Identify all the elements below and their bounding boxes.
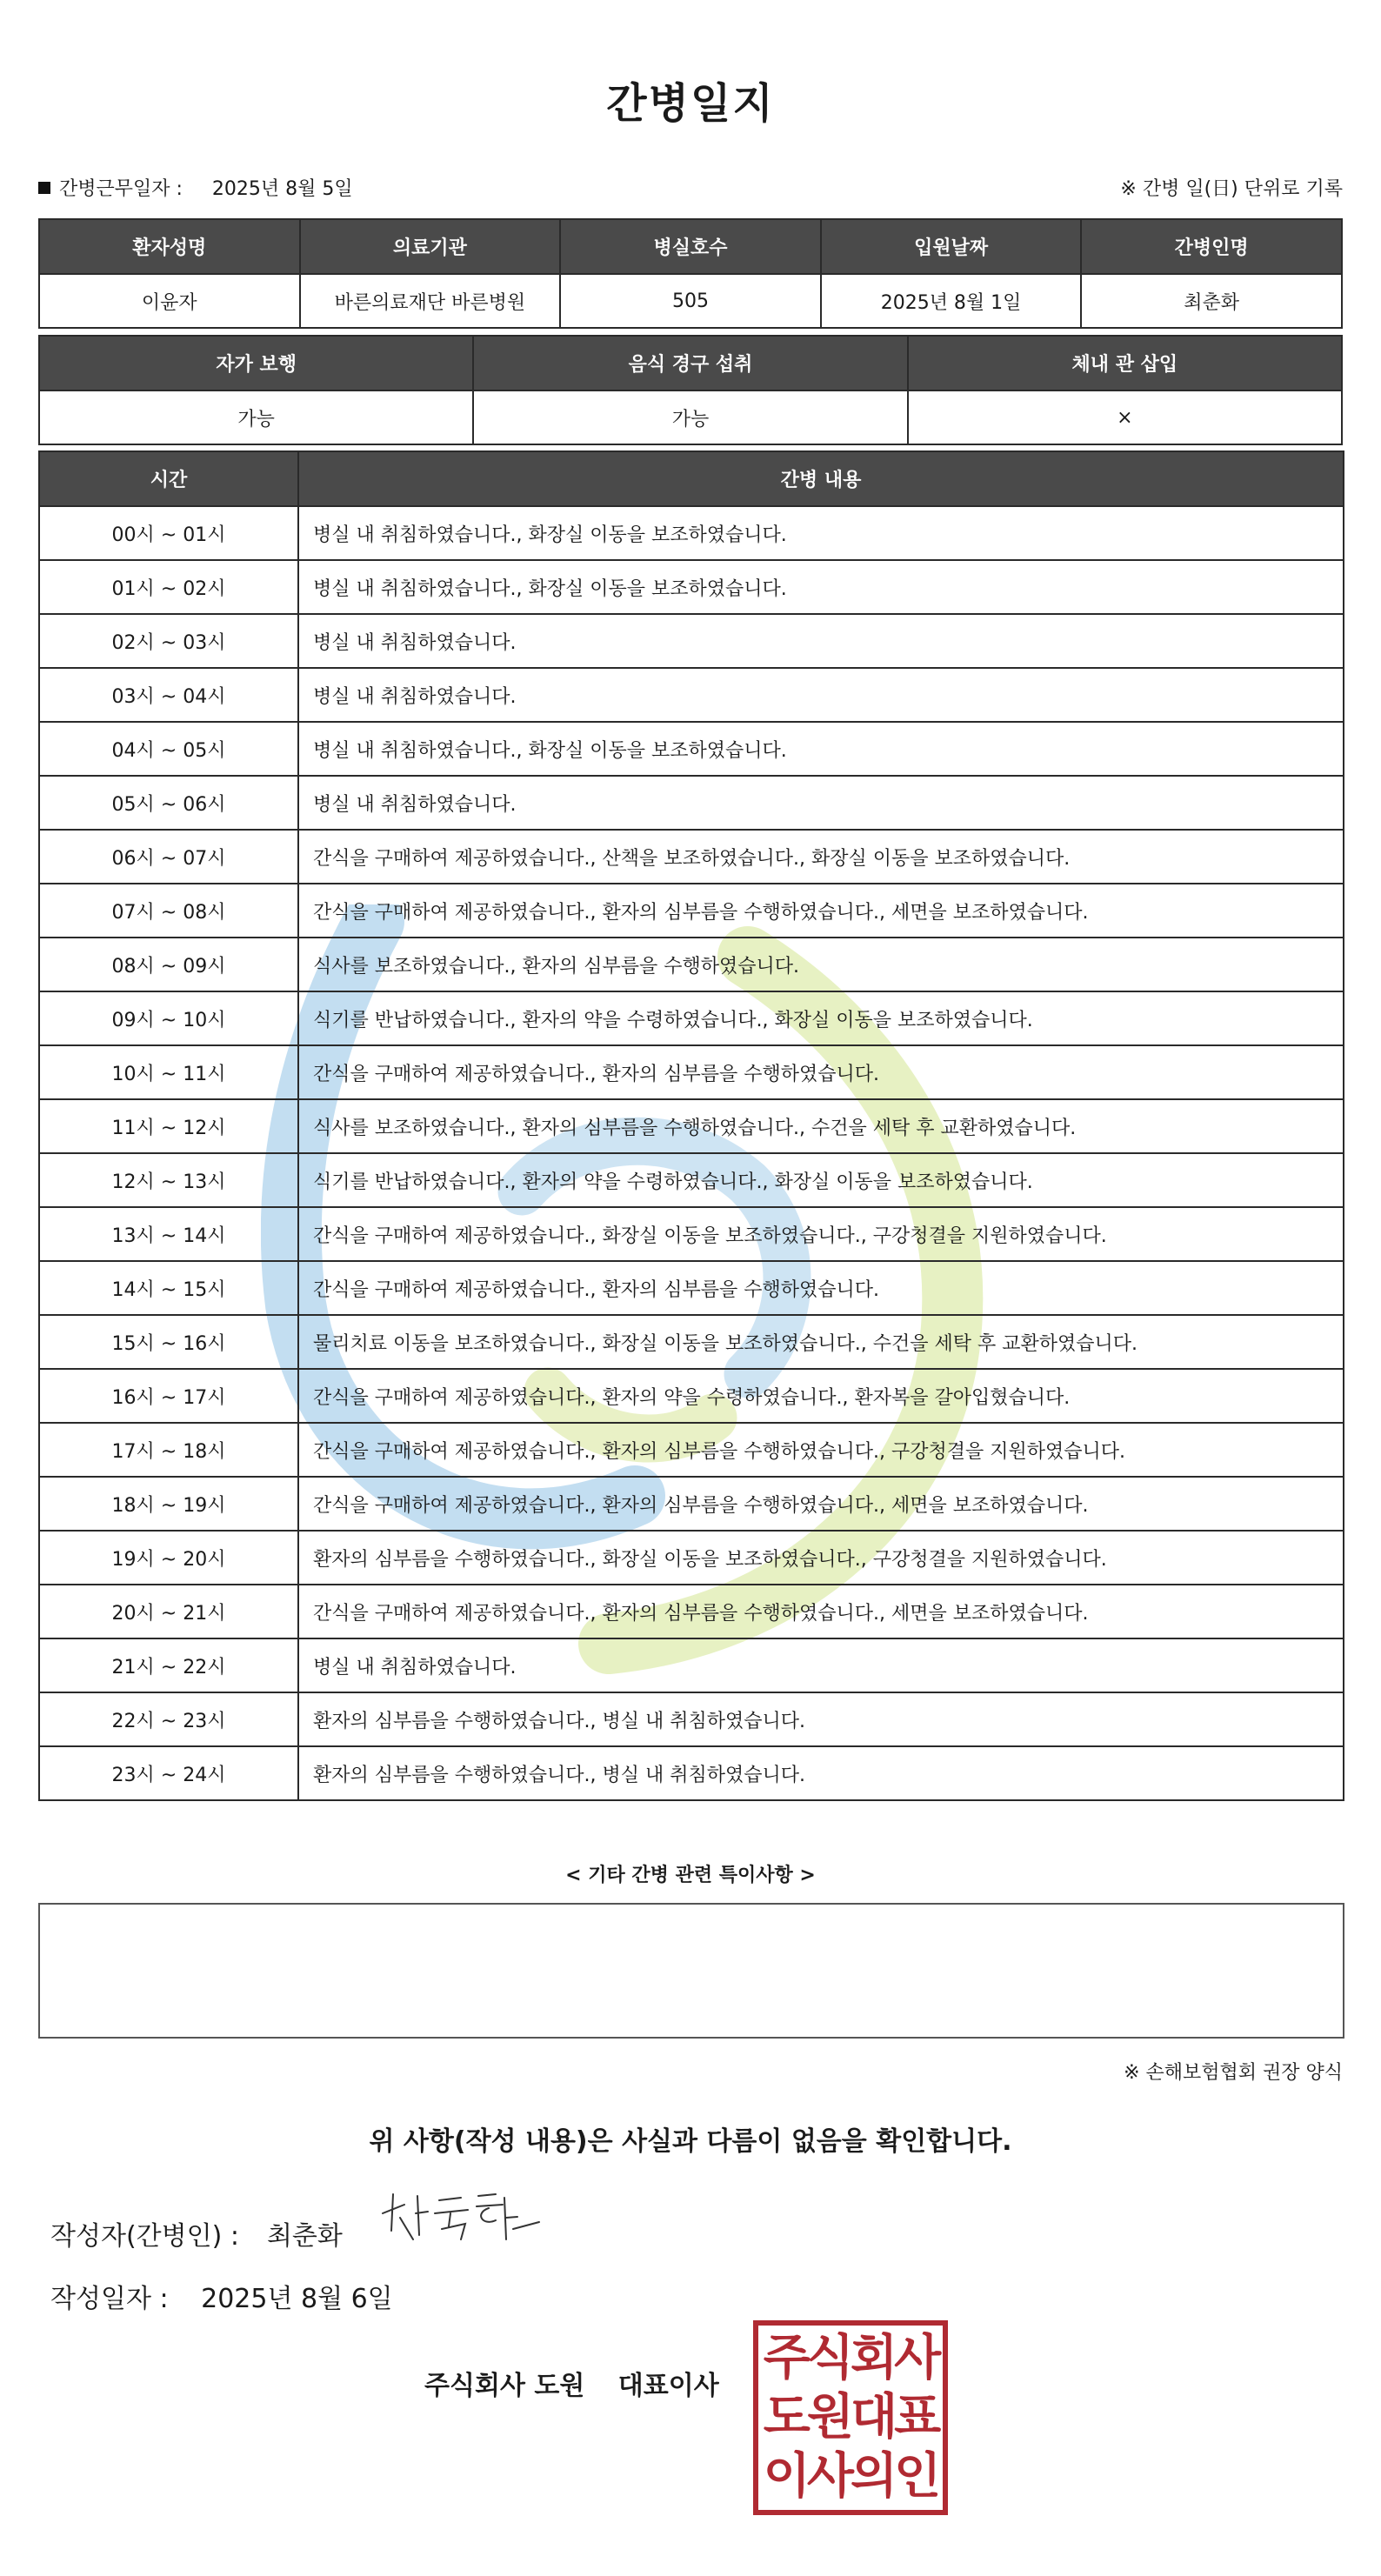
- stamp-line-1: 주식회사: [763, 2330, 938, 2386]
- self-walking-value: 가능: [39, 390, 473, 444]
- time-cell: 02시 ~ 03시: [39, 614, 298, 668]
- company-name: 주식회사 도원: [424, 2371, 585, 2401]
- table-row: [39, 1638, 1344, 1692]
- content-cell: 간식을 구매하여 제공하였습니다., 환자의 심부름을 수행하였습니다., 세면을 보조하였습니다.: [298, 1585, 1344, 1638]
- time-cell: 18시 ~ 19시: [39, 1477, 298, 1531]
- content-cell: 간식을 구매하여 제공하였습니다., 환자의 심부름을 수행하였습니다., 세면을 보조하였습니다.: [298, 1477, 1344, 1531]
- content-cell: 환자의 심부름을 수행하였습니다., 병실 내 취침하였습니다.: [298, 1746, 1344, 1800]
- header-patient-name: 환자성명: [39, 219, 300, 274]
- special-notes-title: < 기타 간병 관련 특이사항 >: [565, 1865, 816, 1886]
- patient-value-row: [39, 274, 1342, 328]
- content-cell: 간식을 구매하여 제공하였습니다., 화장실 이동을 보조하였습니다., 구강청결을 지원하였습니다.: [298, 1207, 1344, 1261]
- table-row: [39, 1531, 1344, 1585]
- content-cell: 병실 내 취침하였습니다.: [298, 1638, 1344, 1692]
- handwritten-signature: [374, 2179, 548, 2257]
- ability-header-row: [39, 336, 1342, 390]
- time-cell: 10시 ~ 11시: [39, 1045, 298, 1099]
- tube-insertion-value: ×: [908, 390, 1342, 444]
- time-cell: 13시 ~ 14시: [39, 1207, 298, 1261]
- time-cell: 06시 ~ 07시: [39, 830, 298, 884]
- time-cell: 15시 ~ 16시: [39, 1315, 298, 1369]
- table-row: [39, 1153, 1344, 1207]
- work-date-label: 간병근무일자 :: [59, 178, 183, 200]
- content-cell: 물리치료 이동을 보조하였습니다., 화장실 이동을 보조하였습니다., 수건을 세탁 후 교환하였습니다.: [298, 1315, 1344, 1369]
- header-time: 시간: [39, 451, 298, 506]
- time-cell: 12시 ~ 13시: [39, 1153, 298, 1207]
- header-admission-date: 입원날짜: [821, 219, 1082, 274]
- time-cell: 17시 ~ 18시: [39, 1423, 298, 1477]
- time-cell: 00시 ~ 01시: [39, 506, 298, 560]
- table-row: [39, 1315, 1344, 1369]
- writer-label: 작성자(간병인) :: [50, 2221, 239, 2252]
- time-cell: 14시 ~ 15시: [39, 1261, 298, 1315]
- table-row: [39, 722, 1344, 776]
- written-date-row: [50, 2277, 393, 2315]
- patient-ability-table: [38, 335, 1343, 445]
- table-row: [39, 614, 1344, 668]
- company-signature-row: [424, 2364, 719, 2402]
- content-cell: 병실 내 취침하였습니다., 화장실 이동을 보조하였습니다.: [298, 722, 1344, 776]
- table-row: [39, 1746, 1344, 1800]
- writer-name: 최춘화: [266, 2221, 343, 2252]
- stamp-line-2: 도원대표: [763, 2389, 938, 2446]
- table-row: [39, 1099, 1344, 1153]
- admission-date: 2025년 8월 1일: [821, 274, 1082, 328]
- care-log-table: [38, 450, 1344, 1801]
- time-cell: 03시 ~ 04시: [39, 668, 298, 722]
- room-number: 505: [560, 274, 821, 328]
- time-cell: 05시 ~ 06시: [39, 776, 298, 830]
- content-cell: 식기를 반납하였습니다., 환자의 약을 수령하였습니다., 화장실 이동을 보조하였습니다.: [298, 991, 1344, 1045]
- table-row: [39, 1369, 1344, 1423]
- ability-value-row: [39, 390, 1342, 444]
- work-date-row: [38, 174, 353, 201]
- content-cell: 간식을 구매하여 제공하였습니다., 환자의 심부름을 수행하였습니다., 세면을 보조하였습니다.: [298, 884, 1344, 938]
- header-tube-insertion: 체내 관 삽입: [908, 336, 1342, 390]
- table-row: [39, 884, 1344, 938]
- time-cell: 23시 ~ 24시: [39, 1746, 298, 1800]
- table-row: [39, 1261, 1344, 1315]
- header-care-content: 간병 내용: [298, 451, 1344, 506]
- table-row: [39, 1477, 1344, 1531]
- header-room: 병실호수: [560, 219, 821, 274]
- content-cell: 병실 내 취침하였습니다., 화장실 이동을 보조하였습니다.: [298, 560, 1344, 614]
- content-cell: 식사를 보조하였습니다., 환자의 심부름을 수행하였습니다., 수건을 세탁 후 교환하였습니다.: [298, 1099, 1344, 1153]
- header-caregiver-name: 간병인명: [1081, 219, 1342, 274]
- time-cell: 22시 ~ 23시: [39, 1692, 298, 1746]
- content-cell: 간식을 구매하여 제공하였습니다., 산책을 보조하였습니다., 화장실 이동을 보조하였습니다.: [298, 830, 1344, 884]
- content-cell: 병실 내 취침하였습니다., 화장실 이동을 보조하였습니다.: [298, 506, 1344, 560]
- content-cell: 식기를 반납하였습니다., 환자의 약을 수령하였습니다., 화장실 이동을 보조하였습니다.: [298, 1153, 1344, 1207]
- written-date-value: 2025년 8월 6일: [201, 2284, 393, 2314]
- writer-row: [50, 2214, 343, 2252]
- table-row: [39, 1045, 1344, 1099]
- time-cell: 11시 ~ 12시: [39, 1099, 298, 1153]
- table-row: [39, 1692, 1344, 1746]
- caregiver-name: 최춘화: [1081, 274, 1342, 328]
- hospital-name: 바른의료재단 바른병원: [300, 274, 561, 328]
- table-row: [39, 560, 1344, 614]
- content-cell: 간식을 구매하여 제공하였습니다., 환자의 약을 수령하였습니다., 환자복을 갈아입혔습니다.: [298, 1369, 1344, 1423]
- log-header-row: [39, 451, 1344, 506]
- header-self-walking: 자가 보행: [39, 336, 473, 390]
- patient-name: 이윤자: [39, 274, 300, 328]
- time-cell: 19시 ~ 20시: [39, 1531, 298, 1585]
- patient-info-table: [38, 218, 1343, 329]
- written-date-label: 작성일자 :: [50, 2284, 169, 2314]
- recommendation-note: ※ 손해보험협회 권장 양식: [1124, 2062, 1343, 2084]
- table-row: [39, 991, 1344, 1045]
- table-row: [39, 668, 1344, 722]
- time-cell: 21시 ~ 22시: [39, 1638, 298, 1692]
- table-row: [39, 1423, 1344, 1477]
- content-cell: 환자의 심부름을 수행하였습니다., 병실 내 취침하였습니다.: [298, 1692, 1344, 1746]
- patient-header-row: [39, 219, 1342, 274]
- content-cell: 간식을 구매하여 제공하였습니다., 환자의 심부름을 수행하였습니다., 구강청결을 지원하였습니다.: [298, 1423, 1344, 1477]
- table-row: [39, 776, 1344, 830]
- content-cell: 병실 내 취침하였습니다.: [298, 776, 1344, 830]
- time-cell: 16시 ~ 17시: [39, 1369, 298, 1423]
- log-body: [39, 506, 1344, 1800]
- header-hospital: 의료기관: [300, 219, 561, 274]
- time-cell: 07시 ~ 08시: [39, 884, 298, 938]
- company-seal-stamp: [753, 2320, 948, 2515]
- table-row: [39, 1207, 1344, 1261]
- special-notes-box: [38, 1903, 1344, 2039]
- content-cell: 병실 내 취침하였습니다.: [298, 668, 1344, 722]
- table-row: [39, 938, 1344, 991]
- time-cell: 04시 ~ 05시: [39, 722, 298, 776]
- time-cell: 20시 ~ 21시: [39, 1585, 298, 1638]
- content-cell: 환자의 심부름을 수행하였습니다., 화장실 이동을 보조하였습니다., 구강청결을 지원하였습니다.: [298, 1531, 1344, 1585]
- content-cell: 식사를 보조하였습니다., 환자의 심부름을 수행하였습니다.: [298, 938, 1344, 991]
- header-oral-intake: 음식 경구 섭취: [473, 336, 907, 390]
- oral-intake-value: 가능: [473, 390, 907, 444]
- table-row: [39, 1585, 1344, 1638]
- work-date-value: 2025년 8월 5일: [211, 178, 353, 200]
- time-cell: 08시 ~ 09시: [39, 938, 298, 991]
- time-cell: 09시 ~ 10시: [39, 991, 298, 1045]
- table-row: [39, 830, 1344, 884]
- content-cell: 간식을 구매하여 제공하였습니다., 환자의 심부름을 수행하였습니다.: [298, 1045, 1344, 1099]
- stamp-line-3: 이사의인: [763, 2448, 938, 2505]
- page-title: 간병일지: [606, 79, 775, 128]
- table-row: [39, 506, 1344, 560]
- content-cell: 간식을 구매하여 제공하였습니다., 환자의 심부름을 수행하였습니다.: [298, 1261, 1344, 1315]
- representative-title: 대표이사: [617, 2371, 719, 2401]
- bullet-square-icon: [38, 182, 50, 194]
- time-cell: 01시 ~ 02시: [39, 560, 298, 614]
- confirmation-statement: 위 사항(작성 내용)은 사실과 다름이 없음을 확인합니다.: [369, 2126, 1012, 2157]
- content-cell: 병실 내 취침하였습니다.: [298, 614, 1344, 668]
- record-unit-note: ※ 간병 일(日) 단위로 기록: [1120, 178, 1343, 200]
